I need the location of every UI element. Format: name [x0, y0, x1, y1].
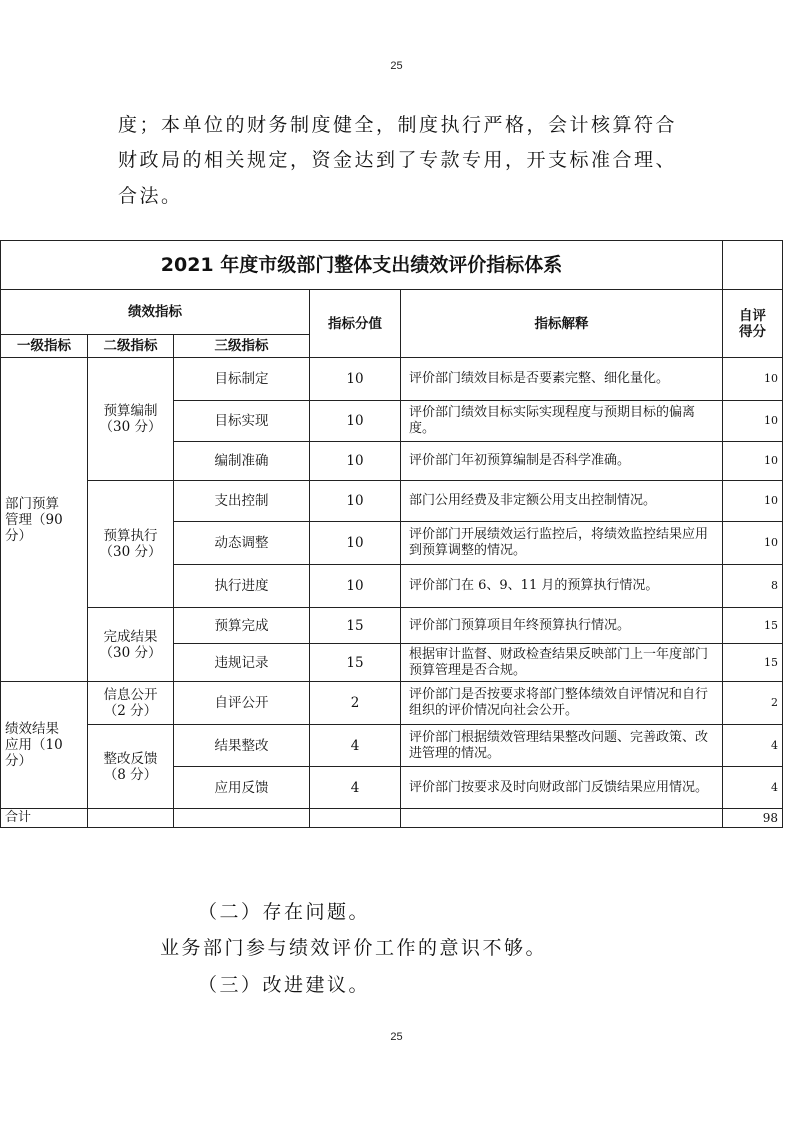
header-perf-indicators: 绩效指标	[1, 290, 310, 335]
explanation-cell: 评价部门在 6、9、11 月的预算执行情况。	[401, 565, 723, 608]
intro-line-1: 度；本单位的财务制度健全，制度执行严格，会计核算符合	[118, 114, 678, 136]
score-cell: 2	[723, 682, 783, 725]
header-score-value: 指标分值	[310, 290, 401, 358]
level3-cell: 预算完成	[174, 608, 310, 644]
intro-line-2: 财政局的相关规定，资金达到了专款专用，开支标准合理、	[118, 149, 678, 171]
title-spacer-cell	[723, 241, 783, 290]
explanation-cell: 部门公用经费及非定额公用支出控制情况。	[401, 481, 723, 522]
performance-indicator-table	[0, 240, 783, 828]
value-cell: 10	[310, 522, 401, 565]
total-row	[1, 809, 783, 828]
value-cell: 10	[310, 481, 401, 522]
page-number-top: 25	[390, 60, 403, 72]
level3-cell: 结果整改	[174, 725, 310, 767]
explanation-cell: 评价部门按要求及时向财政部门反馈结果应用情况。	[401, 767, 723, 809]
explanation-cell: 评价部门是否按要求将部门整体绩效自评情况和自行组织的评价情况向社会公开。	[401, 682, 723, 725]
explanation-cell: 评价部门绩效目标实际实现程度与预期目标的偏离度。	[401, 401, 723, 442]
total-label: 合计	[1, 809, 88, 828]
empty-cell	[174, 809, 310, 828]
explanation-cell: 评价部门绩效目标是否要素完整、细化量化。	[401, 358, 723, 401]
explanation-cell: 评价部门年初预算编制是否科学准确。	[401, 442, 723, 481]
explanation-cell: 根据审计监督、财政检查结果反映部门上一年度部门预算管理是否合规。	[401, 644, 723, 682]
level3-cell: 支出控制	[174, 481, 310, 522]
level3-cell: 目标制定	[174, 358, 310, 401]
subgroup-info-disclosure: 信息公开 （2 分）	[88, 682, 174, 725]
intro-line-3: 合法。	[118, 185, 183, 207]
level3-cell: 动态调整	[174, 522, 310, 565]
section2-heading: （二）存在问题。	[198, 901, 371, 923]
score-cell: 10	[723, 522, 783, 565]
subgroup-rectification-feedback: 整改反馈 （8 分）	[88, 725, 174, 809]
score-cell: 8	[723, 565, 783, 608]
score-cell: 10	[723, 481, 783, 522]
explanation-cell: 评价部门开展绩效运行监控后，将绩效监控结果应用到预算调整的情况。	[401, 522, 723, 565]
value-cell: 4	[310, 767, 401, 809]
score-cell: 10	[723, 442, 783, 481]
empty-cell	[88, 809, 174, 828]
score-cell: 4	[723, 725, 783, 767]
group-budget-management: 部门预算 管理（90 分）	[1, 358, 88, 682]
value-cell: 10	[310, 565, 401, 608]
empty-cell	[401, 809, 723, 828]
section2-text: 业务部门参与绩效评价工作的意识不够。	[160, 937, 548, 959]
table-row	[1, 682, 783, 725]
score-cell: 10	[723, 358, 783, 401]
table-row	[1, 608, 783, 644]
subgroup-budget-preparation: 预算编制 （30 分）	[88, 358, 174, 481]
value-cell: 10	[310, 442, 401, 481]
value-cell: 15	[310, 644, 401, 682]
score-cell: 4	[723, 767, 783, 809]
score-cell: 15	[723, 644, 783, 682]
level3-cell: 目标实现	[174, 401, 310, 442]
value-cell: 10	[310, 401, 401, 442]
value-cell: 2	[310, 682, 401, 725]
group-performance-application: 绩效结果 应用（10 分）	[1, 682, 88, 809]
subgroup-budget-execution: 预算执行 （30 分）	[88, 481, 174, 608]
level3-cell: 自评公开	[174, 682, 310, 725]
page-number-bottom: 25	[390, 1031, 403, 1043]
explanation-cell: 评价部门根据绩效管理结果整改问题、完善政策、改进管理的情况。	[401, 725, 723, 767]
subgroup-completion-results: 完成结果 （30 分）	[88, 608, 174, 682]
score-cell: 15	[723, 608, 783, 644]
value-cell: 4	[310, 725, 401, 767]
table-row	[1, 481, 783, 522]
level3-cell: 编制准确	[174, 442, 310, 481]
level3-cell: 应用反馈	[174, 767, 310, 809]
header-level2: 二级指标	[88, 335, 174, 358]
table-row	[1, 725, 783, 767]
empty-cell	[310, 809, 401, 828]
table-row	[1, 358, 783, 401]
explanation-cell: 评价部门预算项目年终预算执行情况。	[401, 608, 723, 644]
header-self-score: 自评 得分	[723, 290, 783, 358]
level3-cell: 违规记录	[174, 644, 310, 682]
total-score: 98	[723, 809, 783, 828]
section3-heading: （三）改进建议。	[198, 974, 371, 996]
value-cell: 15	[310, 608, 401, 644]
value-cell: 10	[310, 358, 401, 401]
table-title: 2021 年度市级部门整体支出绩效评价指标体系	[1, 241, 723, 290]
header-level3: 三级指标	[174, 335, 310, 358]
level3-cell: 执行进度	[174, 565, 310, 608]
score-cell: 10	[723, 401, 783, 442]
header-explanation: 指标解释	[401, 290, 723, 358]
header-level1: 一级指标	[1, 335, 88, 358]
